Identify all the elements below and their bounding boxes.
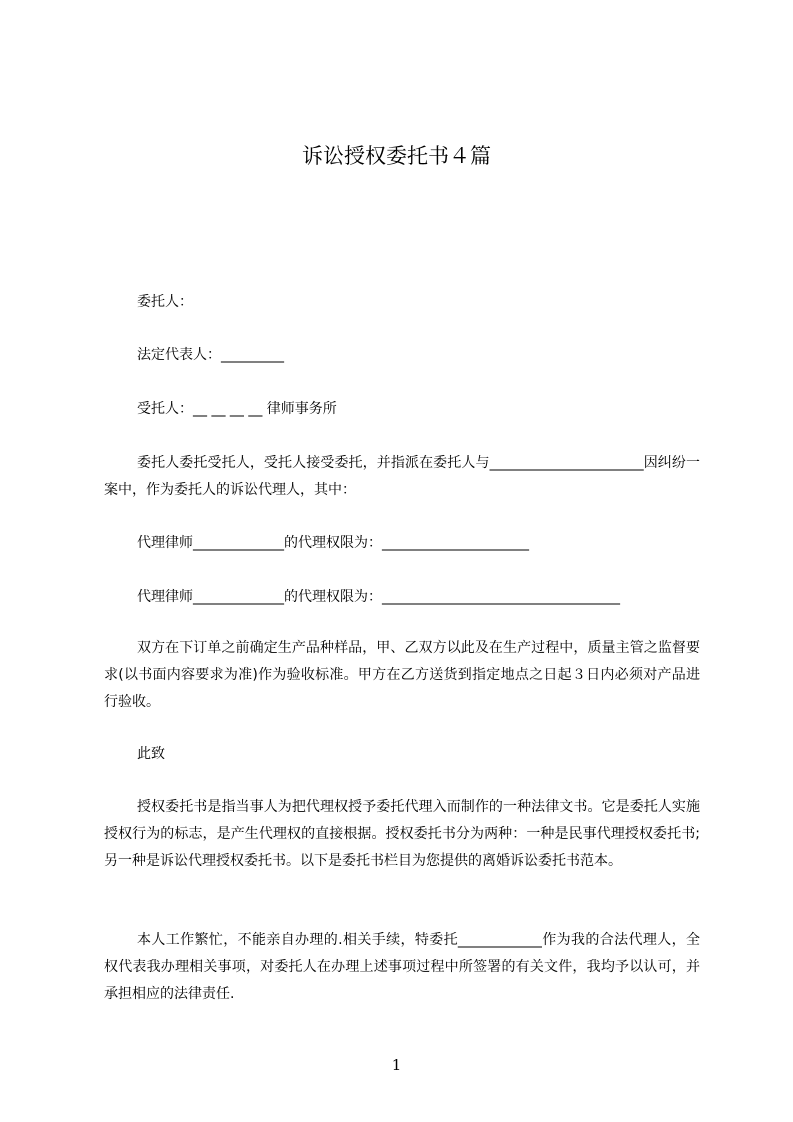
paragraph-legal-representative: 法定代表人：_________ xyxy=(137,347,284,363)
paragraph-salutation: 此致 xyxy=(137,746,165,762)
document-title: 诉讼授权委托书４篇 xyxy=(302,144,491,168)
paragraph-lawyer-2: 代理律师_____________的代理权限为：__________________________________ xyxy=(137,589,620,605)
page-number: 1 xyxy=(391,1056,402,1074)
paragraph-definition: 授权委托书是指当事人为把代理权授予委托代理入而制作的一种法律文书。它是委托人实施授权行为的标志，是产生代理权的直接根据。授权委托书分为两种：一种是民事代理授权委托书;另一种是诉讼代理授权委托书。以下是委托书栏目为您提供的离婚诉讼委托书范本。 xyxy=(104,799,700,869)
paragraph-agent: 受托人：__ __ __ __ 律师事务所 xyxy=(137,401,337,417)
paragraph-entrustment: 委托人委托受托人，受托人接受委托，并指派在委托人与______________________因纠纷一案中，作为委托人的诉讼代理人，其中： xyxy=(104,455,700,498)
paragraph-lawyer-1: 代理律师_____________的代理权限为：_____________________ xyxy=(137,535,529,551)
paragraph-declaration: 本人工作繁忙，不能亲自办理的.相关手续，特委托____________作为我的合法代理人，全权代表我办理相关事项，对委托人在办理上述事项过程中所签署的有关文件，我均予以认可，并承担相应的法律责任. xyxy=(104,932,700,1002)
paragraph-principal: 委托人： xyxy=(137,294,193,310)
paragraph-acceptance: 双方在下订单之前确定生产品种样品，甲、乙双方以此及在生产过程中，质量主管之监督要求(以书面内容要求为准)作为验收标准。甲方在乙方送货到指定地点之日起３日内必须对产品进行验收。 xyxy=(104,640,700,710)
